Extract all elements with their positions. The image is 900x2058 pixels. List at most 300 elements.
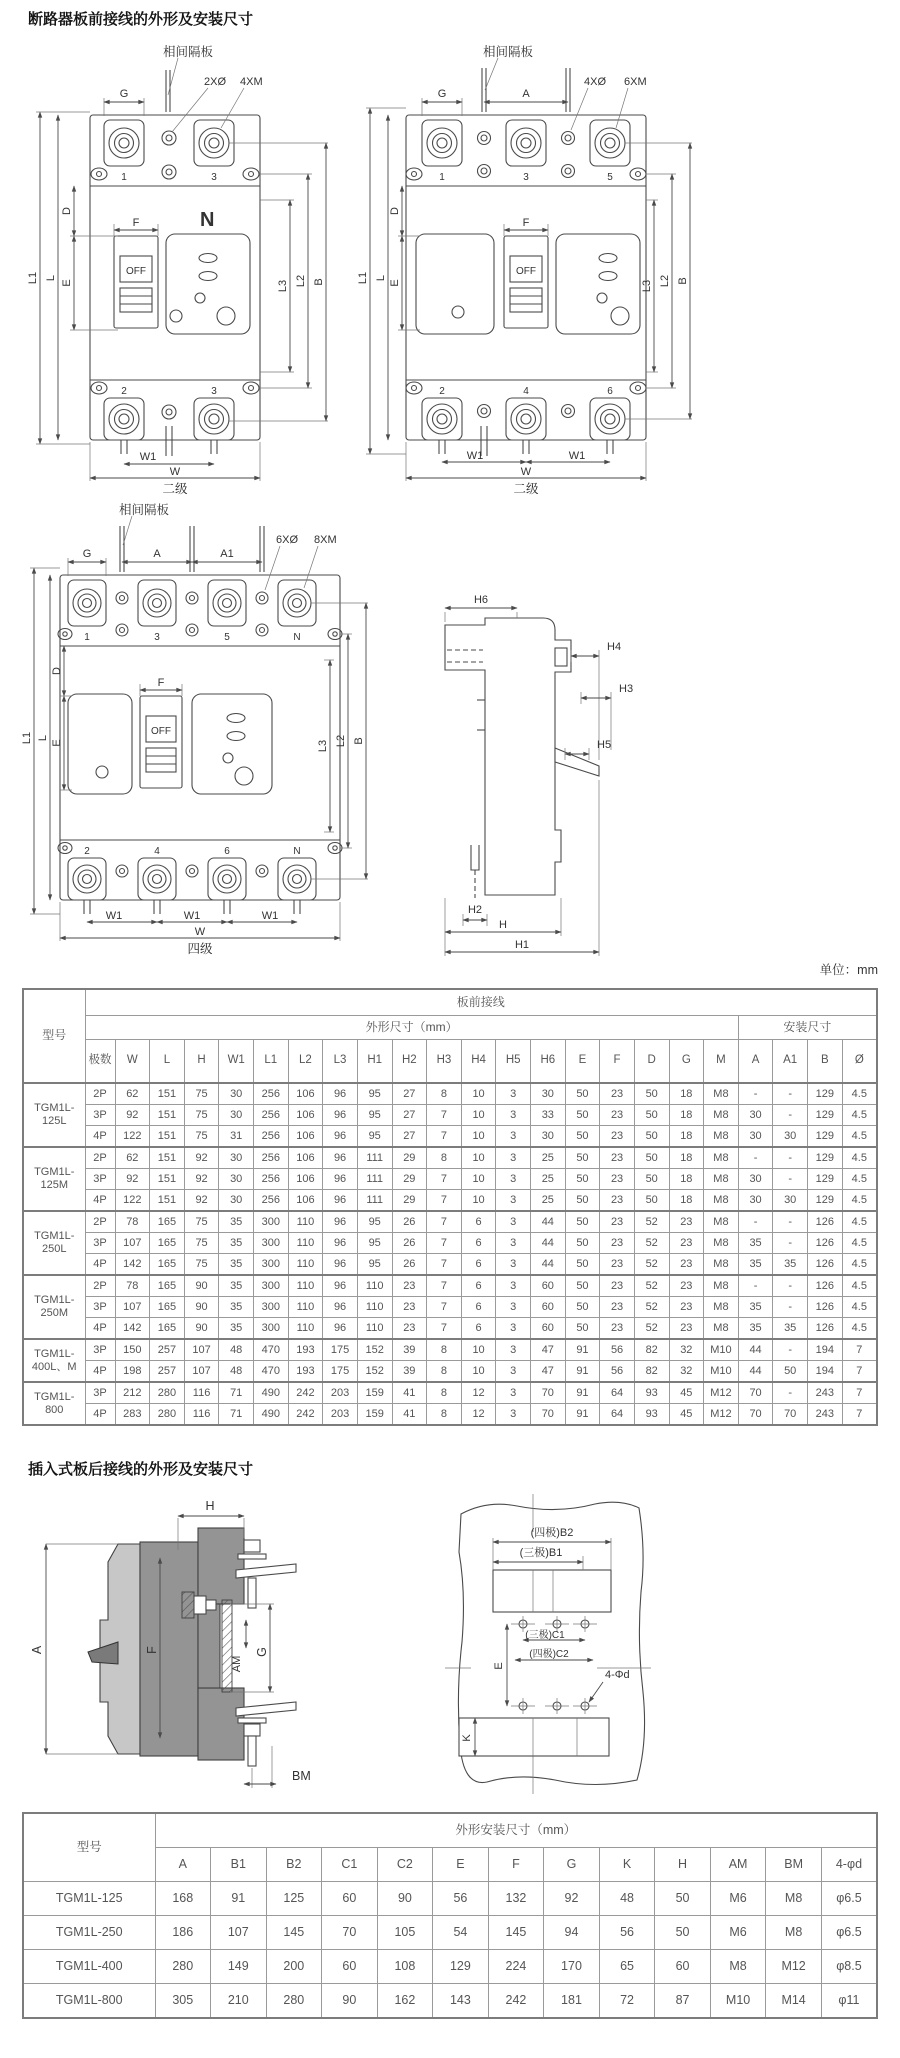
table1-value-cell: 4.5 <box>842 1126 877 1148</box>
table1-value-cell: 3 <box>496 1105 531 1126</box>
dim-label-l: L <box>37 734 49 742</box>
table1-value-cell: 50 <box>634 1083 669 1105</box>
table1-value-cell: 96 <box>323 1254 358 1276</box>
table1-value-cell: M8 <box>704 1105 739 1126</box>
table1-value-cell: 257 <box>150 1339 185 1361</box>
table1-value-cell: 52 <box>634 1211 669 1233</box>
table1-value-cell: 107 <box>115 1297 150 1318</box>
table1-value-cell: 111 <box>357 1190 392 1212</box>
table1-pole-cell: 3P <box>85 1169 115 1190</box>
table1-value-cell: 106 <box>288 1169 323 1190</box>
table1-value-cell: - <box>738 1211 773 1233</box>
table1-value-cell: M8 <box>704 1190 739 1212</box>
table1-value-cell: 300 <box>254 1254 289 1276</box>
table1-value-cell: 50 <box>634 1169 669 1190</box>
table1-value-cell: 256 <box>254 1126 289 1148</box>
table1-value-cell: 30 <box>738 1105 773 1126</box>
table1-pole-header: 极数 <box>85 1040 115 1084</box>
table1-value-cell: 30 <box>219 1147 254 1169</box>
table1-value-cell: 159 <box>357 1404 392 1426</box>
table2-value-cell: 125 <box>266 1882 322 1916</box>
table1-value-cell: 95 <box>357 1105 392 1126</box>
dim-label-e: E <box>389 279 401 287</box>
table1-value-cell: 3 <box>496 1254 531 1276</box>
table2-value-cell: 280 <box>266 1984 322 2019</box>
table1-value-cell: M12 <box>704 1382 739 1404</box>
table2-value-cell: 145 <box>266 1916 322 1950</box>
table2-group-header: 外形安装尺寸（mm） <box>155 1813 877 1848</box>
table1-value-cell: 151 <box>150 1083 185 1105</box>
table1-value-cell: 151 <box>150 1126 185 1148</box>
caption-4pole: 四级 <box>187 942 213 956</box>
dim-label-a: A <box>30 1645 44 1655</box>
table1-value-cell: 23 <box>600 1275 635 1297</box>
table1-value-cell: 52 <box>634 1233 669 1254</box>
table1-value-cell: 7 <box>427 1233 462 1254</box>
dim-label-g: G <box>437 88 447 100</box>
diagram-breaker-4pole-front <box>21 500 379 956</box>
table1-value-cell: 95 <box>357 1126 392 1148</box>
table1-value-cell: 35 <box>773 1318 808 1340</box>
table1-value-cell: 18 <box>669 1190 704 1212</box>
dim-label-h1: H1 <box>514 939 530 951</box>
table1-value-cell: 256 <box>254 1169 289 1190</box>
table2-row <box>23 1984 877 2019</box>
table1-pole-cell: 2P <box>85 1211 115 1233</box>
unit-note: 单位：mm <box>819 963 878 977</box>
table1-value-cell: 50 <box>634 1147 669 1169</box>
terminal-4: 4 <box>523 386 529 397</box>
table1-value-cell: 300 <box>254 1233 289 1254</box>
table1-value-cell: 283 <box>115 1404 150 1426</box>
label-n: N <box>200 209 215 231</box>
table1-row <box>23 1190 877 1212</box>
table1-row <box>23 1211 877 1233</box>
table2-value-cell: 87 <box>655 1984 711 2019</box>
label-off: OFF <box>151 726 171 737</box>
terminal-3: 3 <box>211 172 217 183</box>
table1-value-cell: 300 <box>254 1318 289 1340</box>
table2-column-header: H <box>655 1848 711 1882</box>
table1-value-cell: 50 <box>565 1211 600 1233</box>
table2-value-cell: 181 <box>544 1984 600 2019</box>
table1-value-cell: 3 <box>496 1211 531 1233</box>
label-holes: 4XØ <box>584 76 607 88</box>
table1-value-cell: 90 <box>184 1318 219 1340</box>
table1-mount-header: 安装尺寸 <box>738 1016 877 1040</box>
table1-value-cell: 300 <box>254 1297 289 1318</box>
table1-value-cell: 470 <box>254 1361 289 1383</box>
table1-value-cell: 8 <box>427 1404 462 1426</box>
terminal-b2: 2 <box>121 386 127 397</box>
mounting-holes-bottom <box>511 1698 597 1714</box>
table1-value-cell: 30 <box>219 1105 254 1126</box>
table1-value-cell: 23 <box>669 1211 704 1233</box>
table1-value-cell: 111 <box>357 1147 392 1169</box>
table1-value-cell: 26 <box>392 1233 427 1254</box>
terminal-1: 1 <box>84 632 90 643</box>
table1-value-cell: 165 <box>150 1233 185 1254</box>
table1-value-cell: 75 <box>184 1211 219 1233</box>
table1-value-cell: 50 <box>634 1126 669 1148</box>
table1-model-cell: TGM1L-250M <box>23 1275 85 1339</box>
table1-value-cell: 32 <box>669 1361 704 1383</box>
label-off: OFF <box>516 266 536 277</box>
dim-label-e: E <box>493 1662 505 1670</box>
side-view-body <box>445 618 599 898</box>
table2-value-cell: 108 <box>377 1950 433 1984</box>
table2-value-cell: 280 <box>155 1950 211 1984</box>
table1-value-cell: 70 <box>531 1382 566 1404</box>
table2-value-cell: 162 <box>377 1984 433 2019</box>
table2-column-header: C1 <box>322 1848 378 1882</box>
section1-title: 断路器板前接线的外形及安装尺寸 <box>28 11 254 28</box>
dim-label-d: D <box>389 207 401 215</box>
table1-row <box>23 1404 877 1426</box>
table1-row <box>23 1233 877 1254</box>
table2-value-cell: 91 <box>211 1882 267 1916</box>
table1-value-cell: 150 <box>115 1339 150 1361</box>
table2-value-cell: 186 <box>155 1916 211 1950</box>
table1-value-cell: 7 <box>427 1297 462 1318</box>
table1-value-cell: 50 <box>773 1361 808 1383</box>
table1-value-cell: 193 <box>288 1361 323 1383</box>
label-holes: 6XØ <box>276 534 299 546</box>
table2-column-header: A <box>155 1848 211 1882</box>
dim-label-c2: (四极)C2 <box>529 1649 569 1660</box>
table1-pole-cell: 3P <box>85 1233 115 1254</box>
table2-value-cell: 48 <box>599 1882 655 1916</box>
dim-label-b: B <box>677 277 689 285</box>
table1-value-cell: M10 <box>704 1361 739 1383</box>
table2-value-cell: 145 <box>488 1916 544 1950</box>
table1-value-cell: 50 <box>634 1105 669 1126</box>
table2-model-cell: TGM1L-250 <box>23 1916 155 1950</box>
dim-label-g: G <box>119 88 129 100</box>
dim-label-w: W <box>520 466 532 478</box>
terminal-b3: 3 <box>211 386 217 397</box>
table1-value-cell: 129 <box>808 1105 843 1126</box>
table1-value-cell: 3 <box>496 1147 531 1169</box>
table1-value-cell: 165 <box>150 1275 185 1297</box>
table1-value-cell: 62 <box>115 1083 150 1105</box>
table2-value-cell: 200 <box>266 1950 322 1984</box>
table1-pole-cell: 3P <box>85 1297 115 1318</box>
dim-label-b2: (四极)B2 <box>530 1527 574 1539</box>
table2-value-cell: 65 <box>599 1950 655 1984</box>
table2-value-cell: 50 <box>655 1882 711 1916</box>
table1-value-cell: 4.5 <box>842 1233 877 1254</box>
table2-row <box>23 1882 877 1916</box>
table1-value-cell: 242 <box>288 1382 323 1404</box>
table1-value-cell: 70 <box>531 1404 566 1426</box>
terminal-5: 5 <box>607 172 613 183</box>
table2-value-cell: 92 <box>544 1882 600 1916</box>
label-phase-separator: 相间隔板 <box>482 45 534 59</box>
table1-value-cell: 23 <box>600 1190 635 1212</box>
table2-value-cell: 107 <box>211 1916 267 1950</box>
dim-label-l: L <box>375 274 387 282</box>
table1-pole-cell: 3P <box>85 1382 115 1404</box>
dim-label-c1: (三极)C1 <box>525 1630 565 1641</box>
table2-value-cell: 105 <box>377 1916 433 1950</box>
table1-value-cell: 23 <box>600 1254 635 1276</box>
table1-value-cell: 52 <box>634 1254 669 1276</box>
table1-value-cell: 490 <box>254 1382 289 1404</box>
table1-value-cell: 165 <box>150 1254 185 1276</box>
table1-value-cell: 151 <box>150 1105 185 1126</box>
table1-value-cell: 3 <box>496 1169 531 1190</box>
table1-value-cell: 93 <box>634 1404 669 1426</box>
table1-value-cell: 50 <box>565 1147 600 1169</box>
table2-model-cell: TGM1L-400 <box>23 1950 155 1984</box>
table1-value-cell: 82 <box>634 1339 669 1361</box>
table1-value-cell: 60 <box>531 1297 566 1318</box>
table1-value-cell: 95 <box>357 1233 392 1254</box>
table1-value-cell: - <box>773 1083 808 1105</box>
table1-value-cell: 10 <box>461 1126 496 1148</box>
terminal-5: 5 <box>224 632 230 643</box>
dim-label-h: H <box>499 919 507 931</box>
table1-column-header: H <box>184 1040 219 1084</box>
table1-value-cell: 50 <box>565 1126 600 1148</box>
table1-value-cell: 92 <box>184 1147 219 1169</box>
dim-label-h3: H3 <box>619 683 634 695</box>
table1-pole-cell: 3P <box>85 1105 115 1126</box>
table1-value-cell: 31 <box>219 1126 254 1148</box>
table2-value-cell: 242 <box>488 1984 544 2019</box>
table1-value-cell: M8 <box>704 1297 739 1318</box>
table1-value-cell: 106 <box>288 1105 323 1126</box>
table1-value-cell: 243 <box>808 1404 843 1426</box>
table1-value-cell: 35 <box>738 1254 773 1276</box>
table1-model-cell: TGM1L-400L、M <box>23 1339 85 1382</box>
table2-model-cell: TGM1L-125 <box>23 1882 155 1916</box>
table2-column-header: G <box>544 1848 600 1882</box>
table1-value-cell: 280 <box>150 1404 185 1426</box>
table1-value-cell: - <box>773 1382 808 1404</box>
diagram-panel-cutout <box>445 1492 845 1807</box>
table1-value-cell: 7 <box>427 1275 462 1297</box>
table1-model-header: 型号 <box>23 989 85 1083</box>
table1-value-cell: 96 <box>323 1297 358 1318</box>
dim-label-g: G <box>255 1647 269 1657</box>
table1-value-cell: 29 <box>392 1147 427 1169</box>
table1-value-cell: 23 <box>392 1318 427 1340</box>
table1-value-cell: 96 <box>323 1275 358 1297</box>
table1-value-cell: 30 <box>738 1190 773 1212</box>
table1-value-cell: M8 <box>704 1169 739 1190</box>
table1-value-cell: 47 <box>531 1361 566 1383</box>
table1-value-cell: 23 <box>600 1083 635 1105</box>
table1-value-cell: 48 <box>219 1339 254 1361</box>
dim-label-w1a: W1 <box>105 910 123 922</box>
table1-value-cell: 23 <box>600 1169 635 1190</box>
table1-column-header: B <box>808 1040 843 1084</box>
table1-value-cell: 96 <box>323 1233 358 1254</box>
table1-column-header: A <box>738 1040 773 1084</box>
table1-value-cell: 52 <box>634 1275 669 1297</box>
table1-value-cell: 90 <box>184 1297 219 1318</box>
table1-value-cell: 35 <box>219 1254 254 1276</box>
table1-value-cell: 92 <box>115 1105 150 1126</box>
table1-value-cell: - <box>773 1233 808 1254</box>
table1-value-cell: 75 <box>184 1233 219 1254</box>
table2-model-cell: TGM1L-800 <box>23 1984 155 2019</box>
table1-value-cell: 126 <box>808 1275 843 1297</box>
table1-value-cell: - <box>773 1211 808 1233</box>
table1-value-cell: 39 <box>392 1339 427 1361</box>
table1-value-cell: 50 <box>565 1318 600 1340</box>
table1-value-cell: 23 <box>600 1233 635 1254</box>
table1-value-cell: 30 <box>738 1169 773 1190</box>
table1-value-cell: 60 <box>531 1275 566 1297</box>
table2-value-cell: M8 <box>766 1916 822 1950</box>
table2-value-cell: 210 <box>211 1984 267 2019</box>
table1-value-cell: 91 <box>565 1382 600 1404</box>
table2-value-cell: 90 <box>322 1984 378 2019</box>
table1-value-cell: 7 <box>427 1105 462 1126</box>
table1-value-cell: 106 <box>288 1147 323 1169</box>
terminal-1: 1 <box>121 172 127 183</box>
table1-value-cell: 129 <box>808 1190 843 1212</box>
table1-row <box>23 1105 877 1126</box>
table1-value-cell: 256 <box>254 1083 289 1105</box>
table1-value-cell: 129 <box>808 1147 843 1169</box>
table1-column-header: E <box>565 1040 600 1084</box>
table1-value-cell: 41 <box>392 1382 427 1404</box>
table1-value-cell: 52 <box>634 1297 669 1318</box>
table1-value-cell: - <box>773 1297 808 1318</box>
table1-value-cell: 23 <box>600 1126 635 1148</box>
table1-value-cell: 7 <box>427 1254 462 1276</box>
table1-value-cell: 90 <box>184 1275 219 1297</box>
table1-value-cell: 41 <box>392 1404 427 1426</box>
table1-value-cell: 50 <box>565 1275 600 1297</box>
table1-pole-cell: 4P <box>85 1318 115 1340</box>
table1-value-cell: 71 <box>219 1382 254 1404</box>
table1-model-cell: TGM1L-125M <box>23 1147 85 1211</box>
table1-column-header: A1 <box>773 1040 808 1084</box>
table1-value-cell: 35 <box>773 1254 808 1276</box>
table2-value-cell: φ8.5 <box>821 1950 877 1984</box>
dim-label-a1: A1 <box>220 548 234 560</box>
table1-value-cell: 30 <box>531 1126 566 1148</box>
table1-value-cell: 44 <box>738 1361 773 1383</box>
dim-label-w1: W1 <box>139 451 157 463</box>
table2-value-cell: M6 <box>710 1882 766 1916</box>
terminal-1: 1 <box>439 172 445 183</box>
dim-label-l2: L2 <box>659 274 671 288</box>
table1-value-cell: - <box>773 1339 808 1361</box>
table1-value-cell: 93 <box>634 1382 669 1404</box>
table1-value-cell: 7 <box>427 1169 462 1190</box>
table1-value-cell: 6 <box>461 1211 496 1233</box>
table1-value-cell: 91 <box>565 1339 600 1361</box>
table2-value-cell: 149 <box>211 1950 267 1984</box>
table2-model-header: 型号 <box>23 1813 155 1882</box>
table1-column-header: W1 <box>219 1040 254 1084</box>
table1-value-cell: 110 <box>357 1275 392 1297</box>
table1-value-cell: M8 <box>704 1211 739 1233</box>
table1-value-cell: 35 <box>219 1297 254 1318</box>
table1-value-cell: 56 <box>600 1361 635 1383</box>
table1-value-cell: 75 <box>184 1254 219 1276</box>
table1-value-cell: 165 <box>150 1211 185 1233</box>
table1-value-cell: 280 <box>150 1382 185 1404</box>
table1-value-cell: 203 <box>323 1382 358 1404</box>
table1-value-cell: 10 <box>461 1339 496 1361</box>
table2-value-cell: M14 <box>766 1984 822 2019</box>
table1-dims-header: 外形尺寸（mm） <box>85 1016 738 1040</box>
table1-value-cell: 242 <box>288 1404 323 1426</box>
table2-column-header: F <box>488 1848 544 1882</box>
dim-label-d: D <box>51 667 63 675</box>
table1-value-cell: 6 <box>461 1254 496 1276</box>
table2-column-header: 4-φd <box>821 1848 877 1882</box>
table1-value-cell: 126 <box>808 1297 843 1318</box>
table2-value-cell: 132 <box>488 1882 544 1916</box>
table1-pole-cell: 4P <box>85 1190 115 1212</box>
table1-value-cell: 23 <box>600 1105 635 1126</box>
terminal-4: 4 <box>154 846 160 857</box>
table1-value-cell: 3 <box>496 1382 531 1404</box>
dim-label-l3: L3 <box>317 739 329 753</box>
table2-value-cell: M10 <box>710 1984 766 2019</box>
table1-column-header: H5 <box>496 1040 531 1084</box>
table1-value-cell: 18 <box>669 1147 704 1169</box>
table2-value-cell: 70 <box>322 1916 378 1950</box>
table1-value-cell: 96 <box>323 1190 358 1212</box>
table1-value-cell: 50 <box>565 1233 600 1254</box>
label-phase-separator: 相间隔板 <box>118 503 170 517</box>
table1-value-cell: 212 <box>115 1382 150 1404</box>
table1-value-cell: 4.5 <box>842 1211 877 1233</box>
table1-value-cell: 3 <box>496 1361 531 1383</box>
table2-value-cell: 168 <box>155 1882 211 1916</box>
table1-value-cell: 6 <box>461 1233 496 1254</box>
dim-label-h2: H2 <box>467 904 483 916</box>
label-screws: 8XM <box>314 534 337 546</box>
table1-value-cell: 29 <box>392 1190 427 1212</box>
table1-value-cell: 106 <box>288 1083 323 1105</box>
table1-value-cell: 44 <box>531 1211 566 1233</box>
dim-label-e: E <box>51 739 63 747</box>
table1-model-cell: TGM1L-125L <box>23 1083 85 1147</box>
table1-value-cell: 96 <box>323 1105 358 1126</box>
table1-value-cell: 60 <box>531 1318 566 1340</box>
table1-column-header: H6 <box>531 1040 566 1084</box>
table1-column-header: F <box>600 1040 635 1084</box>
table2-value-cell: 170 <box>544 1950 600 1984</box>
table1-model-cell: TGM1L-800 <box>23 1382 85 1425</box>
table1-value-cell: 6 <box>461 1318 496 1340</box>
table1-value-cell: M8 <box>704 1318 739 1340</box>
table1-value-cell: 23 <box>669 1254 704 1276</box>
diagram-breaker-3pole-front <box>358 40 703 496</box>
mounting-dimension-table <box>22 1812 878 2019</box>
table1-value-cell: 7 <box>427 1190 462 1212</box>
dim-label-am: AM <box>231 1655 243 1673</box>
table1-row <box>23 1275 877 1297</box>
table1-value-cell: 23 <box>392 1297 427 1318</box>
table1-value-cell: M12 <box>704 1404 739 1426</box>
table2-value-cell: 60 <box>655 1950 711 1984</box>
table1-value-cell: 110 <box>288 1254 323 1276</box>
table1-value-cell: 7 <box>427 1318 462 1340</box>
table1-value-cell: 129 <box>808 1126 843 1148</box>
table1-value-cell: 35 <box>738 1297 773 1318</box>
